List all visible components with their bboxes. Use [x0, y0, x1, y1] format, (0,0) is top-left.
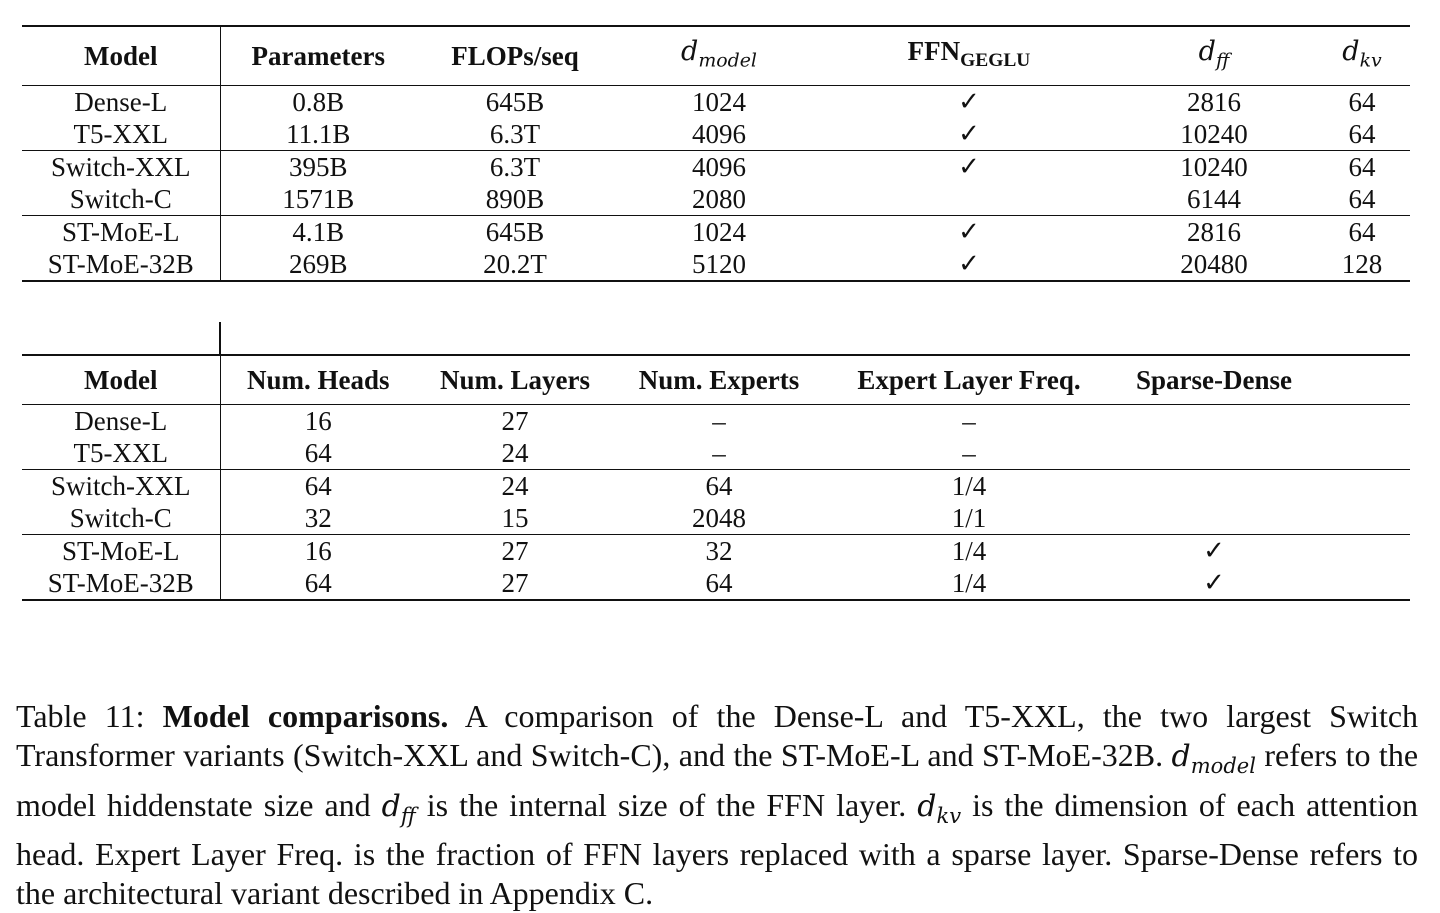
cell-num-experts: 64 — [705, 568, 733, 598]
cell-d-model: 1024 — [692, 87, 746, 118]
cell-flops: 20.2T — [483, 249, 547, 280]
cell-model: Switch-XXL — [22, 151, 220, 184]
table-row — [22, 118, 1410, 151]
header-empty — [1314, 355, 1410, 405]
caption-text-3: is the internal size of the FFN layer. — [426, 786, 907, 823]
cell-flops: 6.3T — [489, 152, 541, 183]
cell-num-heads: 64 — [304, 568, 332, 598]
caption-text-1: A comparison of the Dense-L and T5-XXL, the two largest Switch Transformer variants (Switch-XXL and Switch-C), and the ST-MoE-L and ST-MoE-32B. — [16, 698, 1419, 773]
caption-text-4: is the dimension of each attention head. Expert Layer Freq. is the fraction of FFN layers replaced with a sparse layer. Sparse-Dense refers to the architectural variant described in Appendix C. — [16, 786, 1419, 912]
cell-model: Switch-XXL — [22, 470, 220, 503]
table-row — [22, 183, 1410, 216]
cell-num-experts: 64 — [705, 471, 733, 501]
table-row — [22, 535, 1410, 568]
cell-model: Dense-L — [22, 405, 220, 438]
cell-d-ff: 10240 — [1180, 119, 1248, 150]
cell-ffn-geglu: ✓ — [958, 119, 980, 150]
spacer-rule — [219, 322, 221, 354]
cell-d-kv: 64 — [1348, 87, 1376, 118]
cell-expert-layer-freq: 1/4 — [951, 536, 987, 566]
cell-parameters: 11.1B — [286, 119, 351, 150]
cell-empty — [1314, 437, 1410, 470]
cell-d-model: 4096 — [692, 119, 746, 150]
cell-num-layers: 27 — [501, 568, 529, 598]
cell-model: ST-MoE-L — [22, 216, 220, 249]
cell-parameters: 1571B — [282, 184, 355, 215]
cell-sparse-dense: ✓ — [1203, 568, 1225, 598]
cell-model: T5-XXL — [22, 437, 220, 470]
cell-expert-layer-freq: 1/4 — [951, 471, 987, 501]
cell-ffn-geglu: ✓ — [958, 152, 980, 183]
cell-flops: 890B — [485, 184, 545, 215]
cell-flops: 645B — [485, 217, 545, 248]
cell-num-layers: 24 — [501, 438, 529, 468]
cell-d-kv: 128 — [1341, 249, 1383, 280]
cell-model: Switch-C — [22, 183, 220, 216]
cell-sparse-dense — [1114, 470, 1314, 503]
model-config-table — [22, 25, 1410, 282]
cell-empty — [1314, 405, 1410, 438]
header-d-ff: $d_{ff}$ — [1198, 36, 1230, 72]
cell-model: Switch-C — [22, 502, 220, 535]
cell-d-ff: 10240 — [1180, 152, 1248, 183]
cell-model: ST-MoE-32B — [22, 248, 220, 281]
header-d-model: $d_{model}$ — [681, 36, 757, 72]
table-row — [22, 248, 1410, 281]
cell-num-layers: 27 — [501, 536, 529, 566]
cell-ffn-geglu — [824, 183, 1114, 216]
cell-sparse-dense — [1114, 502, 1314, 535]
header-num-experts: Num. Experts — [638, 365, 800, 395]
cell-flops: 6.3T — [489, 119, 541, 150]
table-row — [22, 470, 1410, 503]
header-flops: FLOPs/seq — [451, 41, 579, 72]
cell-d-kv: 64 — [1348, 152, 1376, 183]
cell-d-kv: 64 — [1348, 184, 1376, 215]
caption-d-ff: $d_{ff}$ — [381, 788, 416, 828]
cell-d-model: 1024 — [692, 217, 746, 248]
header-num-layers: Num. Layers — [440, 365, 590, 395]
cell-parameters: 395B — [288, 152, 348, 183]
cell-num-heads: 64 — [304, 471, 332, 501]
cell-model: T5-XXL — [22, 118, 220, 151]
cell-d-ff: 20480 — [1180, 249, 1248, 280]
header-model: Model — [22, 355, 220, 405]
table-row — [22, 151, 1410, 184]
caption-d-kv: $d_{kv}$ — [917, 788, 962, 828]
table-row — [22, 567, 1410, 600]
caption-label: Table 11: — [16, 698, 145, 734]
cell-num-heads: 16 — [304, 536, 332, 566]
cell-d-model: 4096 — [692, 152, 746, 183]
header-d-kv: $d_{kv}$ — [1342, 36, 1382, 72]
table-row — [22, 86, 1410, 119]
cell-num-layers: 27 — [501, 406, 529, 436]
table-row — [22, 502, 1410, 535]
cell-parameters: 269B — [288, 249, 348, 280]
model-architecture-table — [22, 354, 1410, 601]
cell-expert-layer-freq: 1/1 — [951, 503, 987, 533]
cell-empty — [1314, 567, 1410, 600]
cell-model: Dense-L — [22, 86, 220, 119]
caption-text-2: refers to the model hiddenstate size and — [16, 736, 1419, 823]
cell-ffn-geglu: ✓ — [958, 87, 980, 118]
cell-d-ff: 6144 — [1187, 184, 1241, 215]
table-row — [22, 405, 1410, 438]
header-sparse-dense: Sparse-Dense — [1136, 365, 1292, 395]
cell-empty — [1314, 470, 1410, 503]
cell-num-heads: 32 — [304, 503, 332, 533]
table-spacer — [22, 320, 1410, 354]
cell-expert-layer-freq: – — [962, 438, 976, 468]
cell-num-experts: – — [712, 438, 726, 468]
cell-ffn-geglu: ✓ — [958, 249, 980, 280]
cell-sparse-dense: ✓ — [1203, 536, 1225, 566]
cell-d-ff: 2816 — [1187, 87, 1241, 118]
cell-d-model: 5120 — [692, 249, 746, 280]
cell-empty — [1314, 535, 1410, 568]
cell-parameters: 4.1B — [292, 217, 345, 248]
cell-model: ST-MoE-L — [22, 535, 220, 568]
header-row — [22, 355, 1410, 405]
cell-ffn-geglu: ✓ — [958, 217, 980, 248]
table-row — [22, 216, 1410, 249]
header-model: Model — [22, 26, 220, 86]
cell-d-ff: 2816 — [1187, 217, 1241, 248]
cell-sparse-dense — [1114, 405, 1314, 438]
cell-num-layers: 15 — [501, 503, 529, 533]
header-ffn-geglu: $FFN_{GEGLU}$ — [907, 36, 1031, 72]
cell-empty — [1314, 502, 1410, 535]
cell-num-heads: 16 — [304, 406, 332, 436]
cell-num-heads: 64 — [304, 438, 332, 468]
table-row — [22, 437, 1410, 470]
cell-num-experts: 2048 — [692, 503, 746, 533]
caption-d-model: $d_{model}$ — [1171, 738, 1256, 778]
header-parameters: Parameters — [251, 41, 385, 72]
cell-flops: 645B — [485, 87, 545, 118]
cell-sparse-dense — [1114, 437, 1314, 470]
cell-expert-layer-freq: 1/4 — [951, 568, 987, 598]
cell-num-experts: 32 — [705, 536, 733, 566]
cell-parameters: 0.8B — [292, 87, 345, 118]
cell-model: ST-MoE-32B — [22, 567, 220, 600]
header-expert-layer-freq: Expert Layer Freq. — [857, 365, 1081, 395]
cell-expert-layer-freq: – — [962, 406, 976, 436]
cell-d-model: 2080 — [692, 184, 746, 215]
cell-num-layers: 24 — [501, 471, 529, 501]
header-row — [22, 26, 1410, 86]
cell-num-experts: – — [712, 406, 726, 436]
header-num-heads: Num. Heads — [246, 365, 390, 395]
table-caption — [16, 697, 1418, 913]
cell-d-kv: 64 — [1348, 217, 1376, 248]
caption-title: Model comparisons. — [162, 698, 449, 734]
cell-d-kv: 64 — [1348, 119, 1376, 150]
